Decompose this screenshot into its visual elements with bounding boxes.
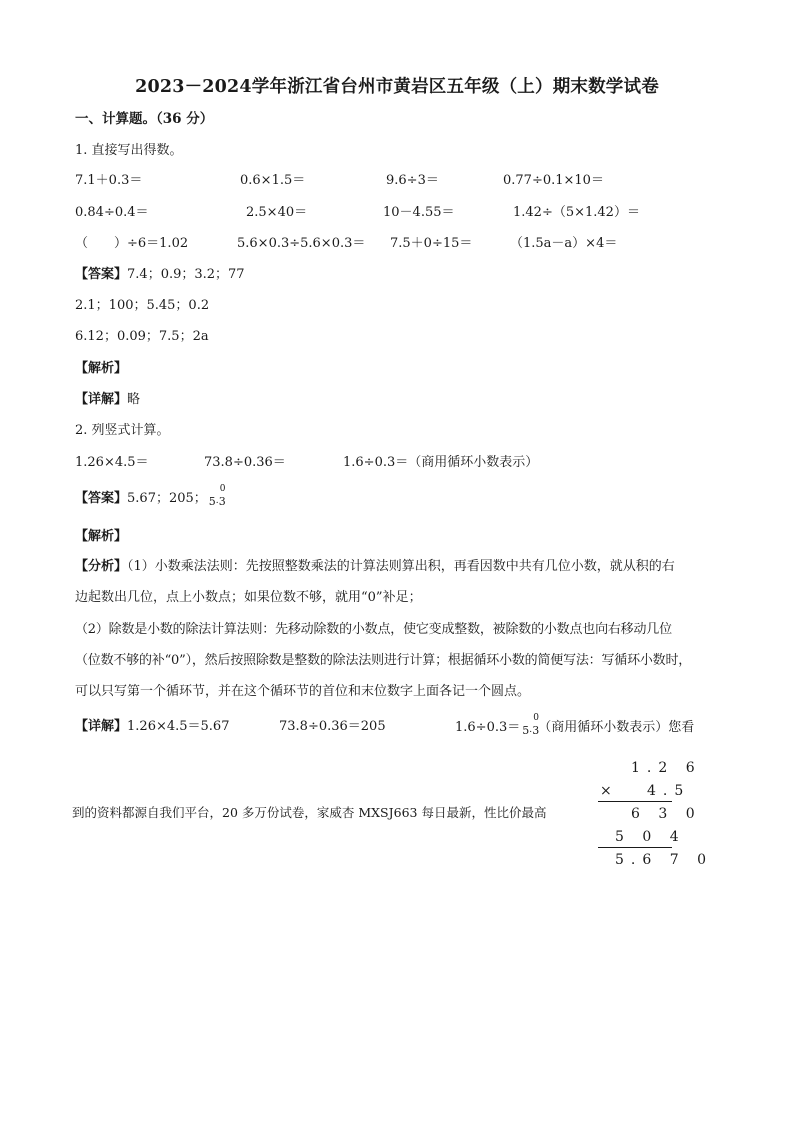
repeating-decimal: 0 5 . 3 — [208, 484, 226, 508]
q1-item: 2.5×40＝ — [246, 205, 308, 220]
q1-item: 9.6÷3＝ — [386, 173, 439, 188]
fenxi-line: （位数不够的补“0”），然后按照除数是整数的除法法则进行计算；根据循环小数的简便写法：写循环小数时， — [75, 653, 692, 668]
detail-suffix: （商用循环小数表示）您看 — [538, 720, 695, 735]
repeating-digit: 3 — [218, 495, 226, 508]
detail-tag: 【详解】 — [75, 392, 128, 407]
q1-item: 1.42÷（5×1.42）＝ — [513, 205, 640, 220]
vertical-rule — [598, 847, 672, 848]
q1-item: （1.5a－a）×4＝ — [510, 236, 618, 251]
q2-item: 73.8÷0.36＝ — [204, 455, 286, 470]
detail-item: 1.6÷0.3＝ — [455, 720, 521, 735]
q1-item: （ ）÷6＝1.02 — [75, 236, 189, 251]
ad-text: 到的资料都源自我们平台，20 多万份试卷，家威杏 MXSJ663 每日最新，性比价最高 — [72, 805, 547, 820]
answer-tag: 【答案】 — [75, 267, 128, 282]
q2-item: 1.6÷0.3＝（商用循环小数表示） — [343, 455, 539, 470]
fenxi-line: （1）小数乘法法则：先按照整数乘法的计算法则算出积，再看因数中共有几位小数，就从积的右 — [127, 559, 675, 574]
fenxi-line: 可以只写第一个循环节，并在这个循环节的首位和末位数字上面各记一个圆点。 — [75, 684, 531, 699]
detail-item: 73.8÷0.36＝205 — [279, 719, 386, 734]
detail-tag: 【详解】 — [75, 719, 128, 734]
vertical-result: 5.6 7 0 — [615, 852, 713, 868]
fenxi-tag: 【分析】 — [75, 559, 128, 574]
analysis-tag: 【解析】 — [75, 361, 128, 376]
fenxi-line: （2）除数是小数的除法计算法则：先移动除数的小数点，使它变成整数，被除数的小数点也向右移动几位 — [75, 622, 672, 637]
repeating-decimal: 0 5 . 3 — [522, 713, 540, 737]
vertical-row-4: 5 0 4 — [615, 829, 686, 845]
q1-item: 7.1＋0.3＝ — [75, 173, 143, 188]
repeating-integer: 5 — [208, 495, 216, 508]
q1-item: 5.6×0.3÷5.6×0.3＝ — [237, 236, 366, 251]
answer-text: 6.12；0.09；7.5；2a — [75, 329, 209, 344]
answer-text: 5.67；205； — [127, 491, 207, 506]
q1-item: 0.77÷0.1×10＝ — [503, 173, 604, 188]
vertical-row-2: 4.5 — [647, 783, 691, 799]
answer-text: 2.1；100；5.45；0.2 — [75, 298, 210, 313]
q1-item: 7.5＋0÷15＝ — [390, 236, 473, 251]
repeating-top: 0 — [219, 484, 226, 494]
answer-tag: 【答案】 — [75, 491, 128, 506]
question-1-prompt: 1. 直接写出得数。 — [75, 143, 183, 158]
vertical-rule — [598, 801, 672, 802]
fenxi-line: 边起数出几位，点上小数点；如果位数不够，就用“0”补足； — [75, 590, 422, 605]
answer-text: 7.4；0.9；3.2；77 — [127, 267, 245, 282]
detail-text: 略 — [127, 392, 141, 407]
q2-item: 1.26×4.5＝ — [75, 455, 149, 470]
vertical-operator: × — [600, 783, 619, 799]
question-2-prompt: 2. 列竖式计算。 — [75, 423, 170, 438]
vertical-row-3: 6 3 0 — [631, 806, 702, 822]
q1-item: 0.84÷0.4＝ — [75, 205, 149, 220]
q1-item: 0.6×1.5＝ — [240, 173, 306, 188]
vertical-row-1: 1.2 6 — [631, 760, 702, 776]
q1-item: 10－4.55＝ — [383, 205, 455, 220]
analysis-tag: 【解析】 — [75, 529, 128, 544]
detail-item: 1.26×4.5＝5.67 — [127, 719, 230, 734]
page-title: 2023－2024学年浙江省台州市黄岩区五年级（上）期末数学试卷 — [135, 77, 659, 97]
section-heading: 一、计算题。（36 分） — [75, 111, 214, 127]
